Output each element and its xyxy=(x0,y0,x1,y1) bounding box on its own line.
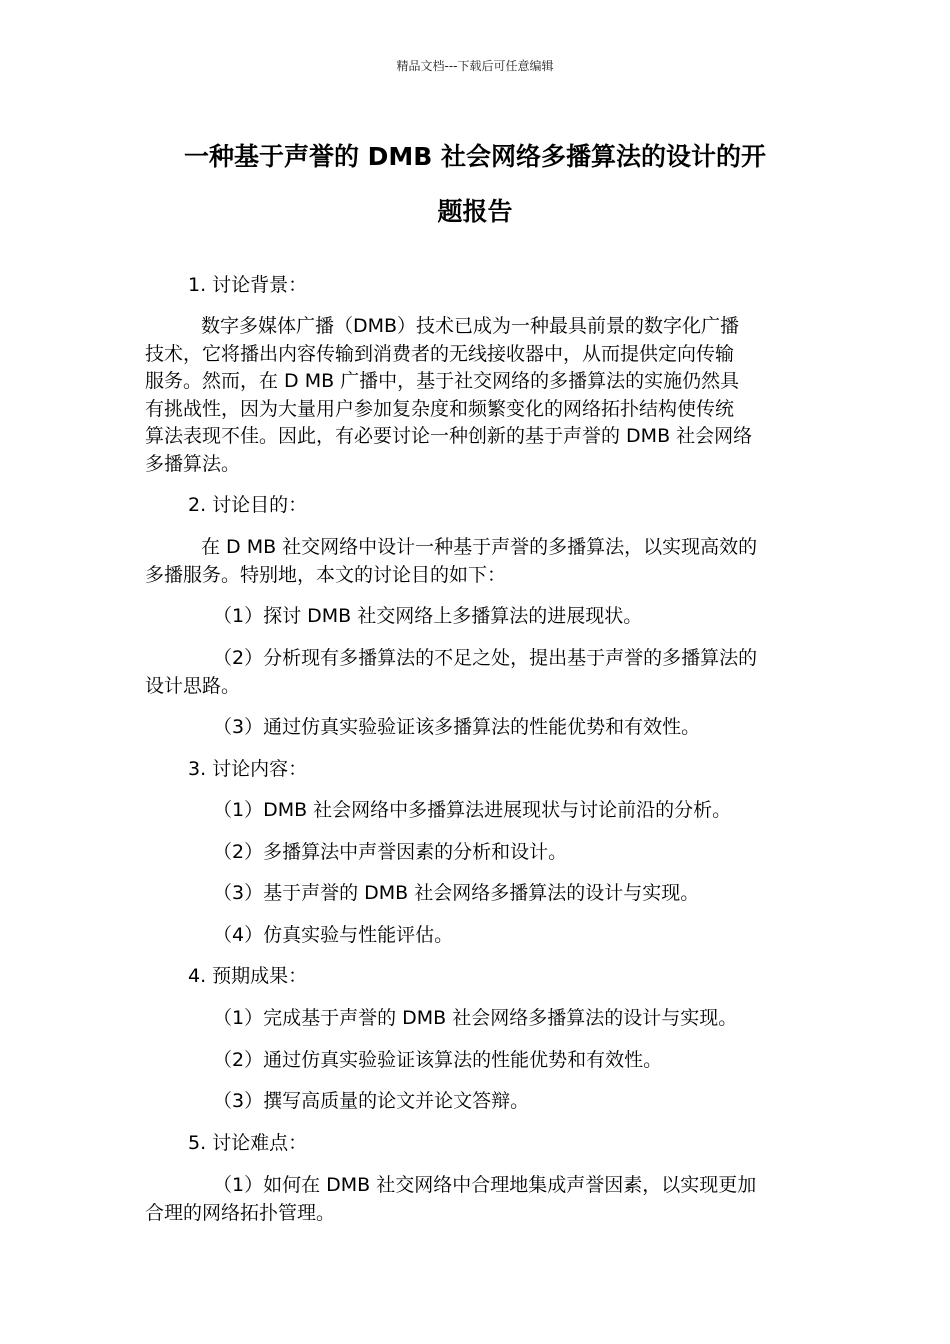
page-header: 精品文档---下载后可任意编辑 xyxy=(396,59,554,73)
content-item-1: （1）DMB 社会网络中多播算法进展现状与讨论前沿的分析。 xyxy=(213,799,732,821)
paragraph-purpose: 在 D MB 社交网络中设计一种基于声誉的多播算法，以实现高效的 多播服务。特别地，本文的讨论目的如下： xyxy=(145,536,758,586)
purpose-item-2: （2）分析现有多播算法的不足之处，提出基于声誉的多播算法的 设计思路。 xyxy=(145,647,758,697)
section-heading-difficulties: 5. 讨论难点： xyxy=(188,1132,308,1154)
section-heading-background: 1. 讨论背景： xyxy=(188,274,308,296)
outcome-item-3: （3）撰写高质量的论文并论文答辩。 xyxy=(213,1090,530,1112)
content-item-3: （3）基于声誉的 DMB 社会网络多播算法的设计与实现。 xyxy=(213,882,700,904)
outcome-item-2: （2）通过仿真实验验证该算法的性能优势和有效性。 xyxy=(213,1049,663,1071)
purpose-item-3: （3）通过仿真实验验证该多播算法的性能优势和有效性。 xyxy=(213,716,701,738)
section-heading-purpose: 2. 讨论目的： xyxy=(188,494,308,516)
document-title-line-2: 题报告 xyxy=(437,197,513,226)
document-title-line-1: 一种基于声誉的 DMB 社会网络多播算法的设计的开 xyxy=(183,142,767,171)
content-item-4: （4）仿真实验与性能评估。 xyxy=(213,924,454,946)
outcome-item-1: （1）完成基于声誉的 DMB 社会网络多播算法的设计与实现。 xyxy=(213,1007,738,1029)
difficulty-item-1: （1）如何在 DMB 社交网络中合理地集成声誉因素，以实现更加 合理的网络拓扑管理。 xyxy=(145,1174,757,1224)
purpose-item-1: （1）探讨 DMB 社交网络上多播算法的进展现状。 xyxy=(213,605,643,627)
section-heading-content: 3. 讨论内容： xyxy=(188,758,308,780)
section-heading-outcomes: 4. 预期成果： xyxy=(188,965,308,987)
content-item-2: （2）多播算法中声誉因素的分析和设计。 xyxy=(213,841,568,863)
paragraph-background: 数字多媒体广播（DMB）技术已成为一种最具前景的数字化广播 技术，它将播出内容传输到消费者的无线接收器中，从而提供定向传输 服务。然而，在 D MB 广播中，基于社交网络的多播算法的实施仍然具 有挑战性，因为大量用户参加复杂度和频繁变化的网络拓扑结构使传统 算法表现不佳。因此，有必要讨论一种创新的基于声誉的 DMB 社会网络 多播算法。 xyxy=(145,315,753,475)
